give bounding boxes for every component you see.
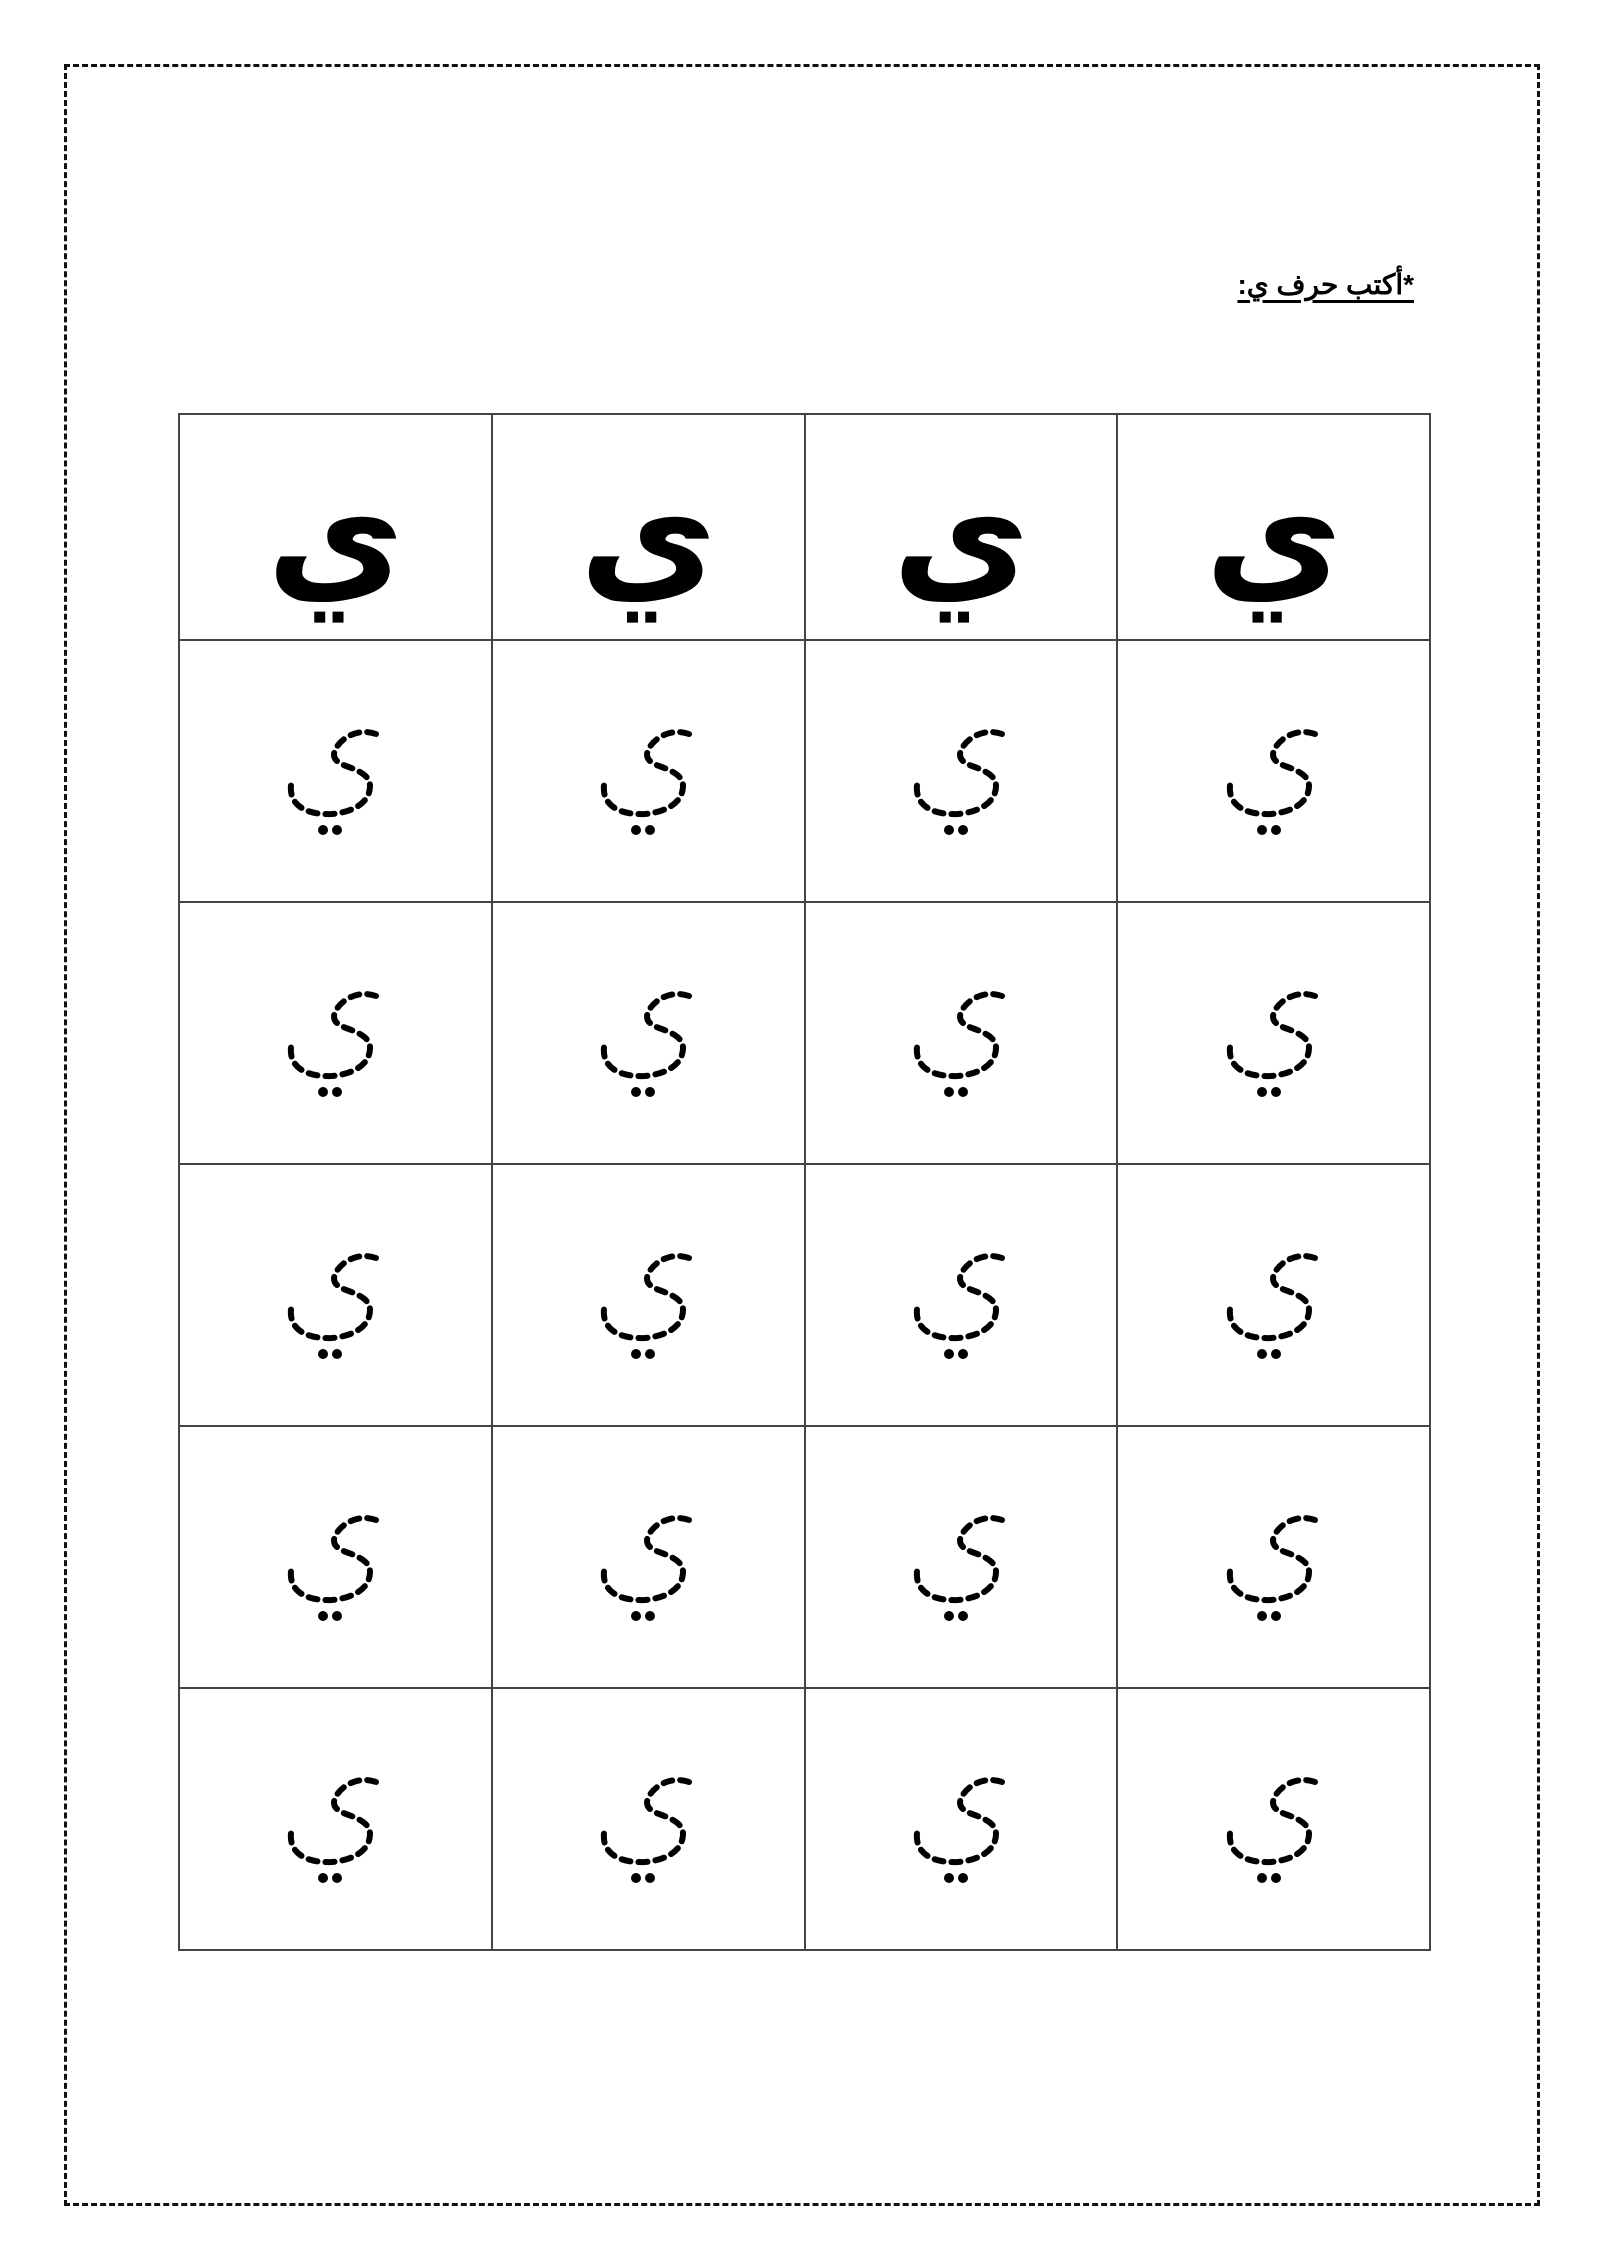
dotted-ya-trace-icon	[593, 716, 703, 846]
trace-row	[179, 902, 1430, 1164]
dotted-ya-trace-icon	[1219, 1240, 1329, 1370]
trace-cell[interactable]	[805, 640, 1118, 902]
letter-practice-grid	[178, 413, 1431, 1951]
trace-cell[interactable]	[1117, 1164, 1430, 1426]
dotted-ya-trace-icon	[906, 716, 1016, 846]
dotted-ya-trace-icon	[593, 978, 703, 1108]
trace-cell[interactable]	[1117, 640, 1430, 902]
model-letter: ي	[1204, 448, 1343, 622]
trace-cell[interactable]	[179, 640, 492, 902]
trace-cell[interactable]	[492, 640, 805, 902]
dotted-ya-trace-icon	[593, 1502, 703, 1632]
trace-cell[interactable]	[1117, 902, 1430, 1164]
model-cell	[805, 414, 1118, 640]
dotted-ya-trace-icon	[280, 1240, 390, 1370]
dotted-ya-trace-icon	[280, 978, 390, 1108]
dotted-ya-trace-icon	[1219, 1502, 1329, 1632]
trace-cell[interactable]	[179, 902, 492, 1164]
dotted-ya-trace-icon	[1219, 1764, 1329, 1894]
trace-cell[interactable]	[179, 1164, 492, 1426]
dotted-ya-trace-icon	[906, 1240, 1016, 1370]
model-letter: ي	[579, 448, 717, 622]
trace-row	[179, 1688, 1430, 1950]
model-letter: ي	[266, 448, 405, 622]
trace-cell[interactable]	[805, 1164, 1118, 1426]
instruction-heading: *أكتب حرف ي:	[1237, 269, 1414, 300]
trace-cell[interactable]	[1117, 1688, 1430, 1950]
trace-cell[interactable]	[1117, 1426, 1430, 1688]
dotted-ya-trace-icon	[593, 1240, 703, 1370]
trace-cell[interactable]	[805, 1426, 1118, 1688]
dotted-ya-trace-icon	[280, 716, 390, 846]
dotted-ya-trace-icon	[280, 1764, 390, 1894]
dotted-ya-trace-icon	[1219, 978, 1329, 1108]
dotted-ya-trace-icon	[1219, 716, 1329, 846]
model-cell	[1117, 414, 1430, 640]
model-row	[179, 414, 1430, 640]
model-cell	[179, 414, 492, 640]
trace-row	[179, 640, 1430, 902]
dotted-ya-trace-icon	[906, 978, 1016, 1108]
dotted-ya-trace-icon	[906, 1502, 1016, 1632]
dotted-ya-trace-icon	[593, 1764, 703, 1894]
trace-cell[interactable]	[492, 1164, 805, 1426]
trace-cell[interactable]	[805, 1688, 1118, 1950]
trace-cell[interactable]	[492, 902, 805, 1164]
trace-cell[interactable]	[492, 1688, 805, 1950]
trace-row	[179, 1164, 1430, 1426]
trace-row	[179, 1426, 1430, 1688]
model-letter: ي	[892, 448, 1030, 622]
dotted-ya-trace-icon	[280, 1502, 390, 1632]
dotted-ya-trace-icon	[906, 1764, 1016, 1894]
trace-cell[interactable]	[805, 902, 1118, 1164]
trace-cell[interactable]	[179, 1426, 492, 1688]
trace-cell[interactable]	[179, 1688, 492, 1950]
model-cell	[492, 414, 805, 640]
trace-cell[interactable]	[492, 1426, 805, 1688]
